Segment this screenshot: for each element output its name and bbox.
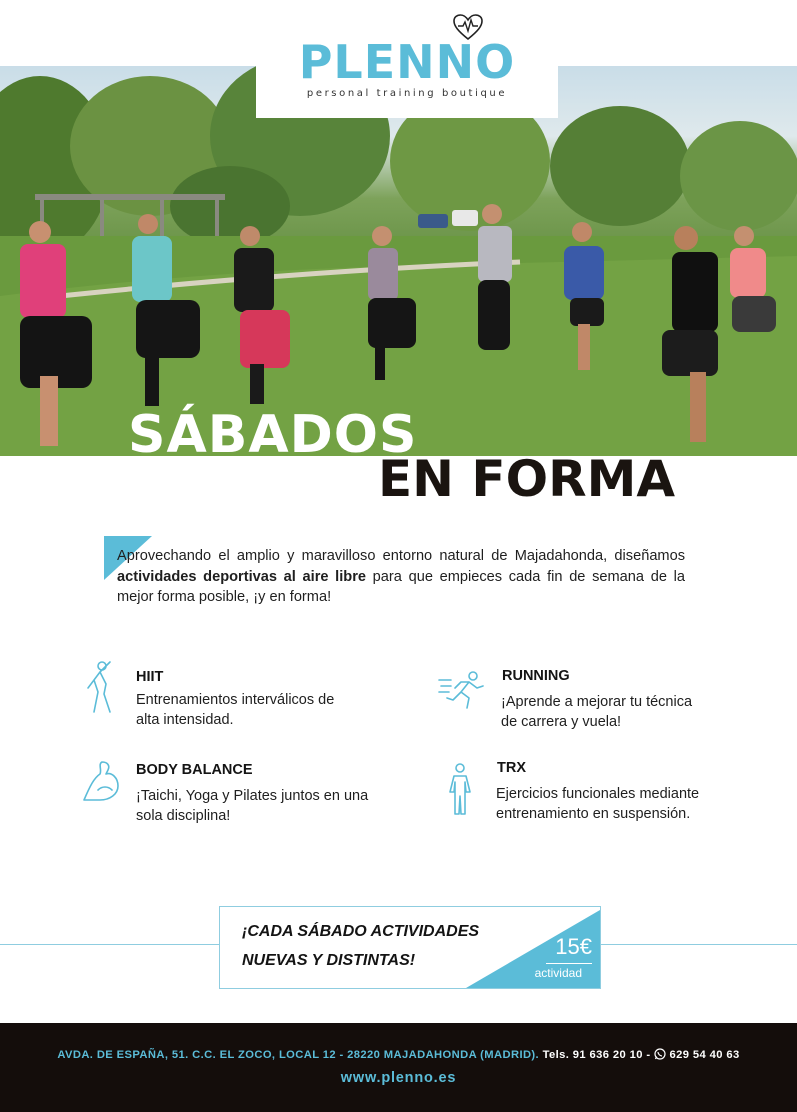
logo-card [256,0,558,118]
runner-icon [437,670,485,710]
flexed-arm-icon [80,760,122,804]
whatsapp-number: 629 54 40 63 [669,1049,740,1061]
promo-line: ¡CADA SÁBADO ACTIVIDADES [242,923,480,940]
activity-desc [136,690,334,730]
activity-desc-line: Entrenamientos interválicos de [136,692,335,708]
phones: Tels. 91 636 20 10 - [542,1049,651,1061]
stretch-person-icon [84,660,118,716]
price-unit: actividad [534,966,582,980]
title-line-2: EN FORMA [378,450,676,508]
address: AVDA. DE ESPAÑA, 51. C.C. EL ZOCO, LOCAL 12 - 28220 MAJADAHONDA (MADRID). [57,1049,540,1061]
activity-title: TRX [497,760,526,776]
activity-desc-line: Ejercicios funcionales mediante [496,786,700,802]
outdoor-group-workout-image [0,66,797,456]
promo-text [242,917,479,975]
activity-desc [136,786,368,826]
whatsapp-icon [654,1048,666,1060]
activity-desc-line: alta intensidad. [136,712,234,728]
activity-desc-line: entrenamiento en suspensión. [496,806,691,822]
intro-text-2: para que empieces cada fin de semana de la mejor forma posible, ¡y en forma! [117,568,685,605]
promo-line: NUEVAS Y DISTINTAS! [242,952,416,969]
activity-desc [501,692,692,732]
title-line-1: SÁBADOS [128,405,418,465]
activity-title: BODY BALANCE [136,762,253,778]
footer-address-line [0,1048,797,1061]
price-value: 15€ [555,934,592,959]
divider-line-right [601,944,797,945]
divider-line-left [0,944,219,945]
activity-desc-line: ¡Aprende a mejorar tu técnica [501,694,693,710]
activity-desc [496,784,699,824]
intro-paragraph [117,546,685,608]
website-link[interactable]: www.plenno.es [340,1070,457,1086]
intro-text-1: Aprovechando el amplio y maravilloso entorno natural de Majadahonda, diseñamos [117,548,685,564]
intro-bold: actividades deportivas al aire libre [117,568,366,585]
activity-desc-line: ¡Taichi, Yoga y Pilates juntos en una [136,788,369,804]
hero-photo [0,66,797,456]
footer [0,1023,797,1112]
activity-desc-line: de carrera y vuela! [501,714,622,730]
logo-tagline: personal training boutique [306,88,508,99]
price-divider [546,963,592,964]
activity-title: RUNNING [502,668,570,684]
promo-banner [219,906,601,989]
activity-desc-line: sola disciplina! [136,808,231,824]
logo-wordmark: PLENNO [298,35,516,89]
activity-title: HIIT [136,669,164,685]
standing-person-icon [444,762,476,816]
